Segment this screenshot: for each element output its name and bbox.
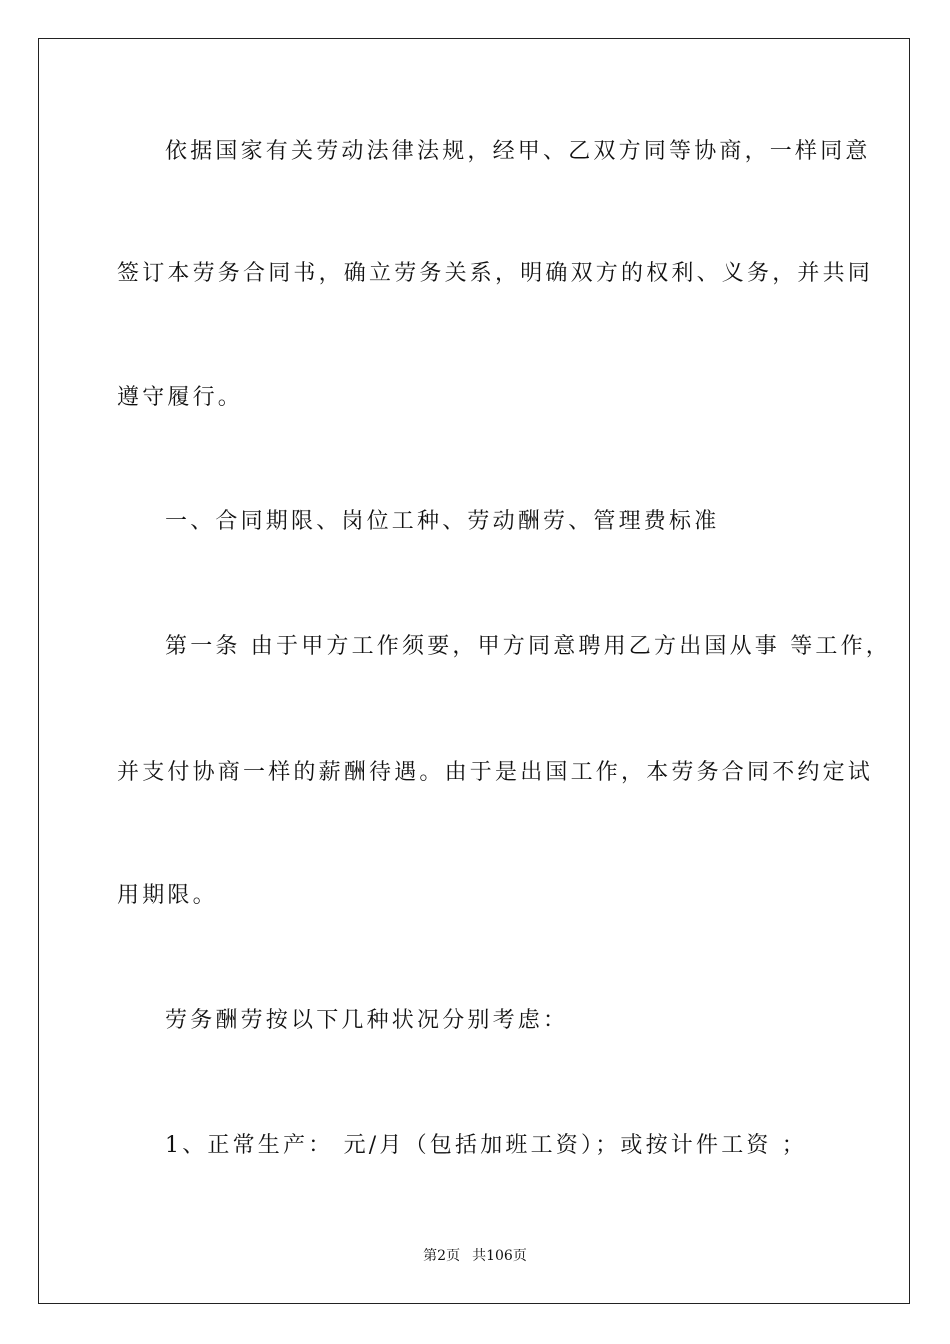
section-heading: 一、合同期限、岗位工种、劳动酬劳、管理费标准 xyxy=(165,509,720,534)
paragraph-line: 遵守履行。 xyxy=(117,385,244,410)
page-frame xyxy=(38,38,910,1304)
page-total: 共106页 xyxy=(472,1248,527,1264)
paragraph-line: 签订本劳务合同书，确立劳务关系，明确双方的权利、义务，并共同 xyxy=(117,261,874,286)
paragraph-line: 劳务酬劳按以下几种状况分别考虑： xyxy=(165,1008,569,1033)
page-number: 第2页 xyxy=(423,1248,461,1264)
article-line: 用期限。 xyxy=(117,883,218,908)
article-line: 并支付协商一样的薪酬待遇。由于是出国工作，本劳务合同不约定试 xyxy=(117,760,874,785)
list-item: 1、正常生产： 元/月（包括加班工资）；或按计件工资 ； xyxy=(165,1133,807,1158)
article-line: 第一条 由于甲方工作须要，甲方同意聘用乙方出国从事 等工作， xyxy=(165,634,891,659)
page-footer xyxy=(0,1246,950,1266)
paragraph-line: 依据国家有关劳动法律法规，经甲、乙双方同等协商，一样同意 xyxy=(165,139,871,164)
